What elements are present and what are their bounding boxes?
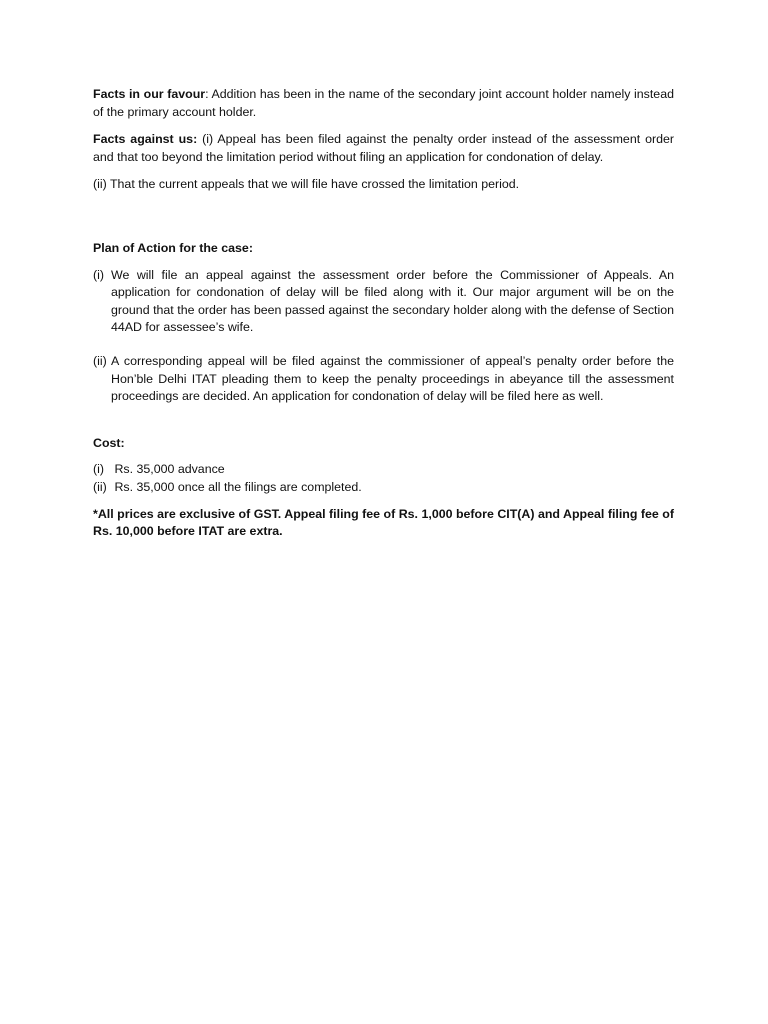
cost-item-number: (ii): [93, 479, 107, 494]
cost-item-1: [93, 461, 674, 479]
plan-item-1: [93, 267, 674, 337]
plan-item-2: [93, 353, 674, 406]
facts-against-label: Facts against us:: [93, 132, 198, 147]
facts-against-text: (i) Appeal has been filed against the penalty order instead of the assessment order and that too beyond the limitation period without filing an application for condonation of delay.: [93, 132, 675, 164]
facts-against-paragraph: [93, 131, 674, 166]
document-page: [93, 86, 674, 541]
pricing-note: *All prices are exclusive of GST. Appeal filing fee of Rs. 1,000 before CIT(A) and Appeal filing fee of Rs. 10,000 before ITAT are extra.: [93, 506, 674, 539]
spacer: [93, 337, 674, 353]
cost-item-text: Rs. 35,000 once all the filings are completed.: [114, 479, 362, 494]
plan-heading: Plan of Action for the case:: [93, 240, 253, 255]
facts-in-favour-label: Facts in our favour: [93, 87, 206, 101]
facts-in-favour-text: : Addition has been in the name of the secondary joint account holder namely instead of the primary account holder.: [93, 87, 674, 119]
plan-item-text: A corresponding appeal will be filed against the commissioner of appeal’s penalty order before the Hon’ble Delhi ITAT pleading them to keep the penalty proceedings in abeyance till the assessment proceedings are decided. An application for condonation of delay will be filed here as well.: [111, 353, 674, 404]
plan-item-number: (ii): [93, 353, 107, 368]
cost-item-2: [93, 479, 674, 497]
spacer: [93, 452, 674, 461]
facts-against-point-ii: (ii) That the current appeals that we will file have crossed the limitation period.: [93, 177, 520, 192]
cost-heading: Cost:: [93, 435, 125, 450]
facts-in-favour-paragraph: [93, 86, 674, 121]
spacer: [93, 406, 674, 435]
cost-list: [93, 461, 674, 496]
plan-item-number: (i): [93, 267, 105, 282]
spacer: [93, 258, 674, 267]
cost-item-number: (i): [93, 462, 105, 477]
plan-item-text: We will file an appeal against the assessment order before the Commissioner of Appeals. An application for condonation of delay will be filed along with it. Our major argument will be on the ground that the order has been passed against the secondary holder along with the defense of Section 44AD for assessee’s wife.: [111, 267, 674, 335]
cost-item-text: Rs. 35,000 advance: [114, 462, 225, 477]
spacer: [93, 204, 674, 240]
